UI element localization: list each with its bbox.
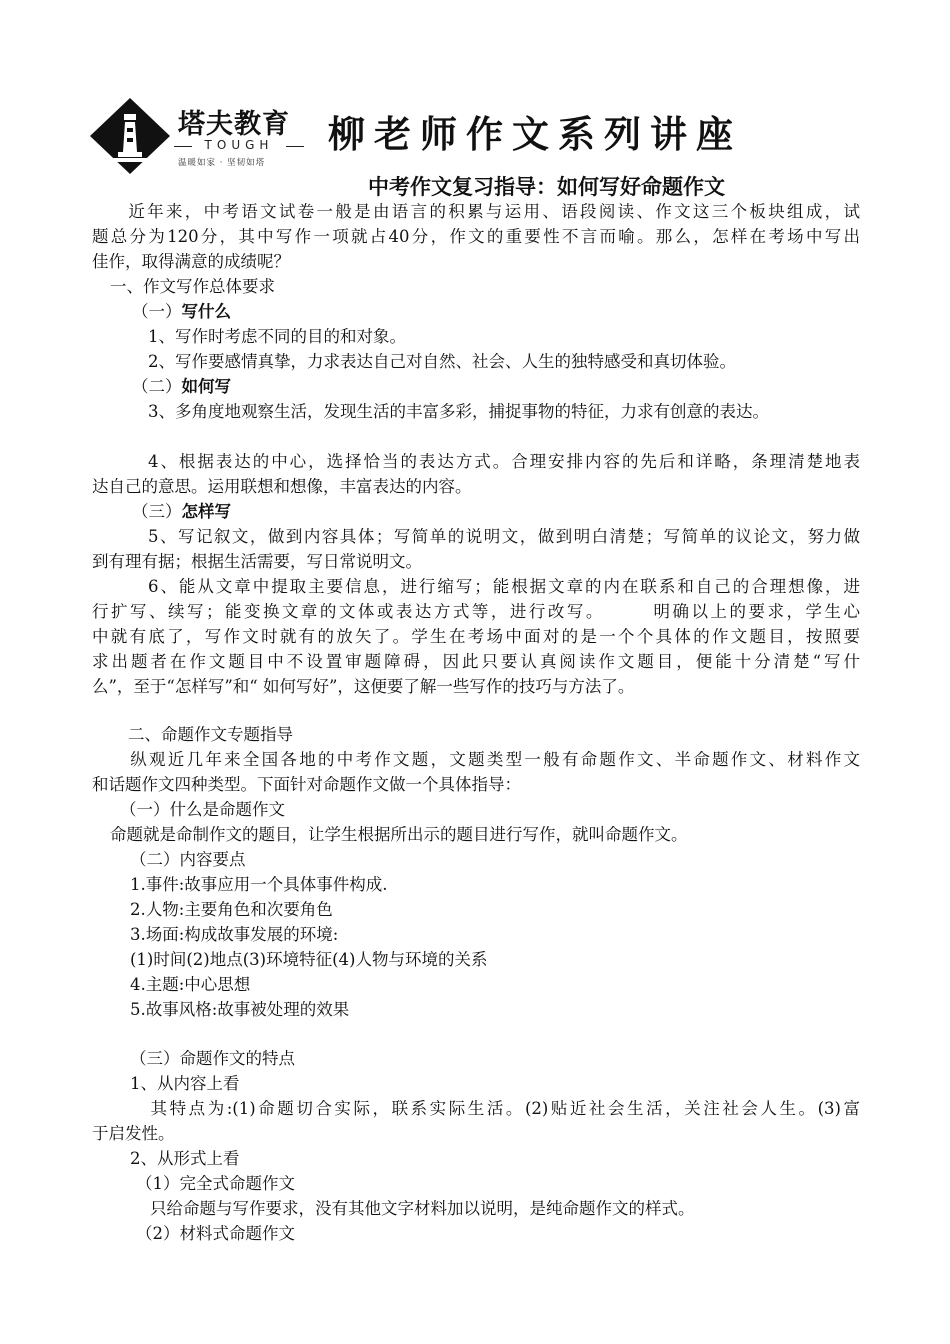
- section2-sub2: （二）内容要点: [130, 850, 246, 869]
- sub3-number: （三）: [132, 502, 182, 521]
- brand-name-en: TOUGH: [178, 138, 300, 152]
- item-6-line-3: 中就有底了，写作文时就有的放矢了。学生在考场中面对的是一个个具体的作文题目，按照要: [92, 627, 860, 646]
- sub2-title: 如何写: [181, 377, 231, 396]
- section2-intro-line-1: [92, 747, 860, 772]
- sub2-number: （二）: [132, 377, 182, 396]
- brand-slogan: 温暖如家 · 坚韧如塔: [178, 158, 266, 168]
- item-6-line-5: 么”，至于“怎样写”和“ 如何写好”，这便要了解一些写作的技巧与方法了。: [92, 677, 635, 696]
- item-2: 2、写作要感情真挚，力求表达自己对自然、社会、人生的独特感受和真切体验。: [148, 352, 736, 371]
- item-6-line-4: 求出题者在作文题目中不设置审题障碍，因此只要认真阅读作文题目，便能十分清楚“写什: [92, 652, 860, 671]
- brand-logo: [90, 98, 310, 174]
- item-6-line-1: [92, 574, 860, 599]
- intro-line-2: 题总分为120分，其中写作一项就占40分，作文的重要性不言而喻。那么，怎样在考场中写出: [92, 227, 860, 246]
- form-heading: 2、从形式上看: [130, 1149, 240, 1168]
- series-title: 柳老师作文系列讲座: [328, 113, 742, 156]
- intro-text-1: 近年来，中考语文试卷一般是由语言的积累与运用、语段阅读、作文这三个板块组成，试: [126, 202, 860, 221]
- point-5: 5.故事风格:故事被处理的效果: [130, 1000, 350, 1019]
- point-2: 2.人物:主要角色和次要角色: [130, 900, 333, 919]
- section2-sub1: （一）什么是命题作文: [120, 800, 285, 819]
- section1-sub1: [132, 299, 231, 324]
- item-5-line-1: [92, 524, 860, 549]
- form2-title: （2）材料式命题作文: [136, 1224, 295, 1243]
- sub1-number: （一）: [132, 302, 182, 321]
- section1-heading: 一、作文写作总体要求: [110, 277, 275, 296]
- section1-sub3: [132, 499, 231, 524]
- item-4-text-1: 4、根据表达的中心，选择恰当的表达方式。合理安排内容的先后和详略，条理清楚地表: [148, 452, 860, 471]
- point-1: 1.事件:故事应用一个具体事件构成.: [130, 875, 388, 894]
- section2-definition: 命题就是命制作文的题目，让学生根据所出示的题目进行写作，就叫命题作文。: [110, 825, 688, 844]
- section2-heading: 二、命题作文专题指导: [128, 725, 293, 744]
- brand-name-cn: 塔夫教育: [178, 109, 290, 140]
- item-5-text-1: 5、写记叙文，做到内容具体；写简单的说明文，做到明白清楚；写简单的议论文，努力做: [148, 527, 860, 546]
- lighthouse-diamond-logo-icon: [90, 98, 172, 174]
- point-3-detail: (1)时间(2)地点(3)环境特征(4)人物与环境的关系: [130, 950, 488, 969]
- content-text-line-1: [92, 1096, 860, 1121]
- form1-text: 只给命题与写作要求，没有其他文字材料加以说明，是纯命题作文的样式。: [150, 1199, 695, 1218]
- intro-line-1: [92, 199, 860, 224]
- section2-intro-line-2: 和话题作文四种类型。下面针对命题作文做一个具体指导：: [92, 775, 521, 794]
- section2-sub3: （三）命题作文的特点: [130, 1049, 295, 1068]
- item-5-line-2: 到有理有据；根据生活需要，写日常说明文。: [92, 552, 422, 571]
- sub1-title: 写什么: [181, 302, 231, 321]
- intro-line-3: 佳作，取得满意的成绩呢？: [92, 252, 290, 271]
- form1-title: （1）完全式命题作文: [136, 1174, 295, 1193]
- content-text-line-2: 于启发性。: [92, 1124, 175, 1143]
- sub3-title: 怎样写: [181, 502, 231, 521]
- content-text-1: 其特点为:(1)命题切合实际，联系实际生活。(2)贴近社会生活，关注社会人生。(3)富: [148, 1099, 860, 1118]
- point-3: 3.场面:构成故事发展的环境:: [130, 925, 339, 944]
- section2-intro-text-1: 纵观近几年来全国各地的中考作文题，文题类型一般有命题作文、半命题作文、材料作文: [128, 750, 860, 769]
- item-1: 1、写作时考虑不同的目的和对象。: [148, 327, 406, 346]
- item-6-text-1: 6、能从文章中提取主要信息，进行缩写；能根据文章的内在联系和自己的合理想像，进: [148, 577, 860, 596]
- item-4-line-2: 达自己的意思。运用联想和想像，丰富表达的内容。: [92, 477, 472, 496]
- item-6-line-2: 行扩写、续写；能变换文章的文体或表达方式等，进行改写。 明确以上的要求，学生心: [92, 602, 860, 621]
- document-title: 中考作文复习指导：如何写好命题作文: [368, 175, 725, 199]
- point-4: 4.主题:中心思想: [130, 975, 251, 994]
- content-heading: 1、从内容上看: [130, 1074, 240, 1093]
- section1-sub2: [132, 374, 231, 399]
- item-3: 3、多角度地观察生活，发现生活的丰富多彩，捕捉事物的特征，力求有创意的表达。: [148, 402, 769, 421]
- item-4-line-1: [92, 449, 860, 474]
